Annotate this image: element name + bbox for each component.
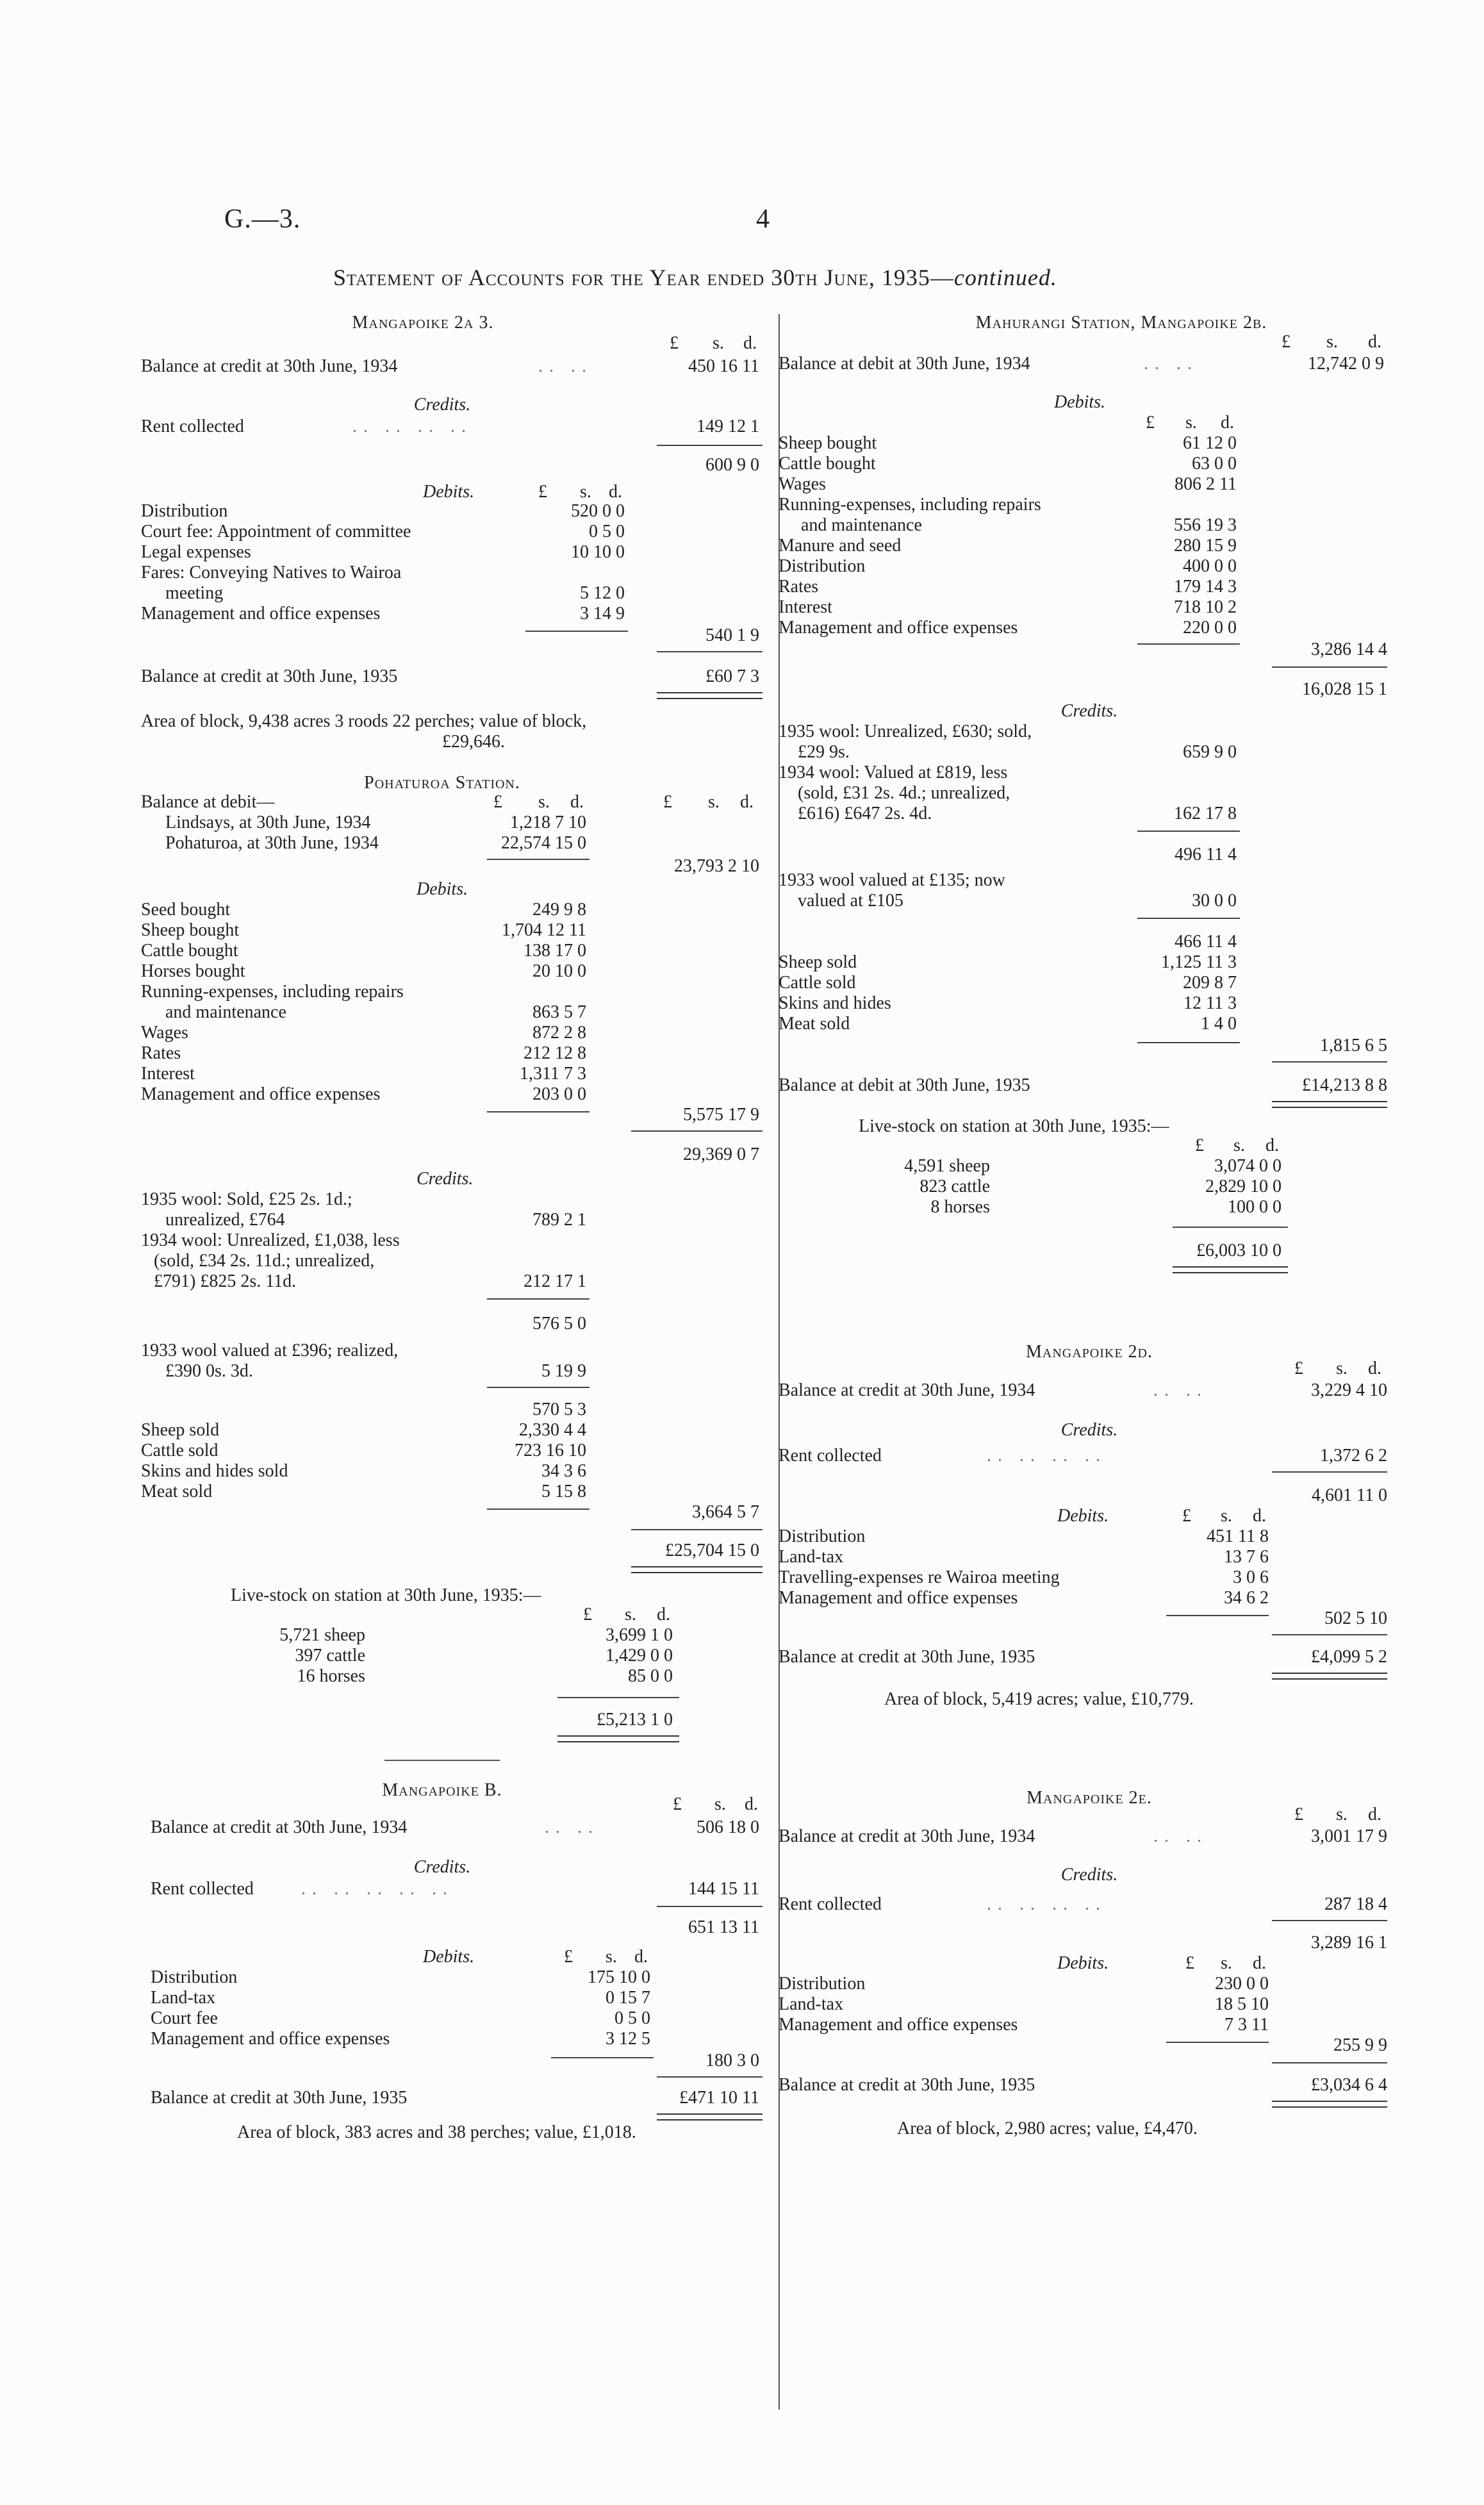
balance-open-value: 12,742 0 9 bbox=[1308, 354, 1384, 374]
debit-label: Wages bbox=[141, 1023, 188, 1043]
livestock-value: 85 0 0 bbox=[628, 1666, 673, 1686]
double-rule bbox=[1173, 1266, 1288, 1273]
section-heading: Mangapoike 2d. bbox=[1026, 1342, 1153, 1362]
debit-value: 249 9 8 bbox=[532, 900, 586, 920]
debit-value: 179 14 3 bbox=[1174, 577, 1237, 597]
col-shilling: s. bbox=[1336, 1359, 1348, 1378]
leader-dots: .. .. bbox=[1144, 354, 1198, 374]
debit-value: 1,704 12 11 bbox=[502, 920, 586, 940]
wool-1935-value: 659 9 0 bbox=[1183, 742, 1237, 762]
area-line: Area of block, 2,980 acres; value, £4,470. bbox=[897, 2119, 1198, 2138]
col-pound: £ bbox=[1282, 332, 1290, 352]
debit-label: Fares: Conveying Natives to Wairoa bbox=[141, 563, 402, 583]
debit-value: 34 6 2 bbox=[1224, 1588, 1269, 1608]
debit-label: Management and office expenses bbox=[779, 618, 1018, 638]
debits-total: 180 3 0 bbox=[705, 2051, 759, 2071]
debit-value: 451 11 8 bbox=[1207, 1526, 1269, 1546]
debit-value: 718 10 2 bbox=[1174, 597, 1237, 617]
col-shilling: s. bbox=[713, 333, 724, 353]
debits-total: 255 9 9 bbox=[1333, 2035, 1387, 2055]
debit-label: Interest bbox=[779, 597, 832, 617]
debits-heading: Debits. bbox=[416, 879, 468, 899]
debit-value: 10 10 0 bbox=[571, 542, 625, 562]
col-pound: £ bbox=[673, 1794, 682, 1814]
debits-total: 540 1 9 bbox=[705, 625, 759, 645]
debit-label: Management and office expenses bbox=[151, 2029, 390, 2049]
rule bbox=[1137, 643, 1240, 645]
double-rule bbox=[1272, 2101, 1387, 2108]
debit-value: 5 12 0 bbox=[580, 583, 625, 603]
section-heading: Mangapoike B. bbox=[382, 1780, 502, 1800]
debit-label: Running-expenses, including repairs bbox=[141, 982, 404, 1002]
title-continued: continued. bbox=[953, 265, 1057, 290]
livestock-label: 397 cattle bbox=[295, 1646, 365, 1666]
col-shilling: s. bbox=[708, 792, 720, 812]
rule bbox=[1272, 1471, 1387, 1473]
double-rule bbox=[657, 692, 763, 699]
wool-1934-line-2: (sold, £31 2s. 4d.; unrealized, bbox=[798, 783, 1010, 803]
balance-open-label: Balance at credit at 30th June, 1934 bbox=[151, 1817, 408, 1837]
debits-heading: Debits. bbox=[423, 1947, 475, 1967]
balance-close-label: Balance at credit at 30th June, 1935 bbox=[151, 2088, 408, 2108]
debit-value: 230 0 0 bbox=[1215, 1974, 1269, 1994]
credits-heading: Credits. bbox=[1060, 701, 1118, 721]
title-main: Statement of Accounts for the Year ended 30th June, 1935— bbox=[333, 265, 954, 290]
wool-1934-line-2: (sold, £34 2s. 11d.; unrealized, bbox=[154, 1251, 375, 1271]
debit-label: Management and office expenses bbox=[779, 1588, 1018, 1608]
wool-1934-line-1: 1934 wool: Valued at £819, less bbox=[779, 763, 1008, 782]
sale-value: 12 11 3 bbox=[1183, 993, 1237, 1013]
debit-label: Interest bbox=[141, 1064, 195, 1084]
col-pence: d. bbox=[740, 792, 754, 812]
wool-1935-value: 789 2 1 bbox=[532, 1210, 586, 1230]
col-shilling: s. bbox=[606, 1947, 617, 1967]
wool-1933-value: 5 19 9 bbox=[541, 1361, 586, 1381]
debit-label: Management and office expenses bbox=[141, 1084, 381, 1104]
debit-label: Land-tax bbox=[779, 1994, 844, 2014]
debit-label: Cattle bought bbox=[141, 941, 238, 961]
area-line-2: £29,646. bbox=[442, 732, 505, 752]
col-pound: £ bbox=[1185, 1953, 1194, 1973]
sale-label: Cattle sold bbox=[779, 973, 856, 993]
sale-label: Sheep sold bbox=[779, 952, 857, 972]
col-shilling: s. bbox=[1185, 413, 1197, 433]
col-shilling: s. bbox=[1221, 1506, 1232, 1526]
debits-total: 3,286 14 4 bbox=[1311, 640, 1387, 659]
col-pound: £ bbox=[1294, 1359, 1303, 1378]
sale-label: Meat sold bbox=[779, 1014, 850, 1034]
sale-value: 209 8 7 bbox=[1183, 973, 1237, 993]
debit-value: 400 0 0 bbox=[1183, 556, 1237, 576]
sale-value: 1,125 11 3 bbox=[1161, 952, 1237, 972]
livestock-value: 3,699 1 0 bbox=[606, 1625, 673, 1645]
debit-label: Sheep bought bbox=[141, 920, 240, 940]
col-pound: £ bbox=[493, 792, 502, 812]
debit-value: 863 5 7 bbox=[532, 1002, 586, 1022]
debit-value: 212 12 8 bbox=[524, 1043, 586, 1063]
leader-dots: .. .. bbox=[1153, 1380, 1208, 1400]
rule bbox=[487, 859, 589, 860]
balance-total: 23,793 2 10 bbox=[674, 856, 759, 876]
balance-open-value: 3,229 4 10 bbox=[1311, 1380, 1387, 1400]
balance-open-value: 506 18 0 bbox=[697, 1817, 759, 1837]
subtotal-1: 496 11 4 bbox=[1175, 845, 1237, 864]
credits-heading: Credits. bbox=[413, 395, 471, 415]
balance-close-value: £14,213 8 8 bbox=[1302, 1075, 1387, 1095]
livestock-total: £6,003 10 0 bbox=[1196, 1241, 1282, 1261]
double-rule bbox=[1272, 1101, 1387, 1108]
balance-close-value: £471 10 11 bbox=[679, 2088, 759, 2108]
rent-label: Rent collected bbox=[779, 1894, 882, 1914]
rule bbox=[1272, 1061, 1387, 1062]
leader-dots: .. .. bbox=[1153, 1826, 1208, 1846]
debit-label: Court fee bbox=[151, 2008, 218, 2028]
rule bbox=[487, 1509, 589, 1510]
col-pence: d. bbox=[1253, 1953, 1266, 1973]
grand-total: 16,028 15 1 bbox=[1302, 679, 1387, 699]
livestock-value: 100 0 0 bbox=[1228, 1197, 1282, 1217]
page-number: 4 bbox=[756, 204, 770, 234]
grand-total: 29,369 0 7 bbox=[683, 1145, 759, 1164]
rent-label: Rent collected bbox=[151, 1879, 254, 1899]
debit-value: 0 5 0 bbox=[589, 522, 625, 542]
livestock-value: 3,074 0 0 bbox=[1214, 1156, 1282, 1176]
rule bbox=[487, 1111, 589, 1112]
rule bbox=[1272, 1634, 1387, 1635]
debits-heading: Debits. bbox=[423, 482, 475, 502]
wool-1933-line-2: £390 0s. 3d. bbox=[165, 1361, 253, 1381]
col-pound: £ bbox=[1294, 1805, 1303, 1824]
credits-heading: Credits. bbox=[1060, 1420, 1118, 1440]
debit-value: 0 15 7 bbox=[606, 1988, 650, 2008]
debit-label: Horses bought bbox=[141, 961, 245, 981]
subtotal-value: 3,289 16 1 bbox=[1311, 1933, 1387, 1953]
sale-value: 1 4 0 bbox=[1201, 1014, 1237, 1034]
subtotal-2: 466 11 4 bbox=[1175, 932, 1237, 952]
section-separator bbox=[384, 1760, 500, 1761]
debit-label: Land-tax bbox=[779, 1547, 844, 1567]
sale-value: 2,330 4 4 bbox=[519, 1420, 586, 1440]
debit-label: Distribution bbox=[779, 556, 866, 576]
credits-heading: Credits. bbox=[416, 1169, 474, 1189]
col-shilling: s. bbox=[1336, 1805, 1348, 1824]
sale-label: Cattle sold bbox=[141, 1441, 218, 1460]
rule bbox=[1137, 1042, 1240, 1043]
col-pound: £ bbox=[1195, 1136, 1204, 1155]
page-code: G.—3. bbox=[224, 204, 301, 234]
sale-value: 34 3 6 bbox=[541, 1461, 586, 1481]
wool-1935-line-2: unrealized, £764 bbox=[165, 1210, 285, 1230]
debit-label: Distribution bbox=[151, 1967, 238, 1987]
pohaturoa-label: Pohaturoa, at 30th June, 1934 bbox=[165, 833, 379, 853]
debit-label: Land-tax bbox=[151, 1988, 216, 2008]
livestock-value: 2,829 10 0 bbox=[1205, 1177, 1282, 1196]
lindsays-label: Lindsays, at 30th June, 1934 bbox=[165, 813, 371, 832]
rule bbox=[1272, 1920, 1387, 1921]
subtotal-value: 4,601 11 0 bbox=[1312, 1485, 1387, 1505]
debits-heading: Debits. bbox=[1053, 392, 1106, 412]
wool-1934-line-3: £616) £647 2s. 4d. bbox=[798, 804, 932, 823]
balance-open-label: Balance at credit at 30th June, 1934 bbox=[779, 1380, 1035, 1400]
debit-value: 0 5 0 bbox=[614, 2008, 650, 2028]
subtotal-value: 651 13 11 bbox=[688, 1917, 759, 1937]
debits-total: 5,575 17 9 bbox=[683, 1105, 759, 1125]
credits-heading: Credits. bbox=[413, 1857, 471, 1877]
debit-label: Seed bought bbox=[141, 900, 231, 920]
balance-debit-label: Balance at debit— bbox=[141, 792, 275, 812]
rule bbox=[1137, 831, 1240, 832]
rule bbox=[1137, 918, 1240, 919]
sale-label: Sheep sold bbox=[141, 1420, 220, 1440]
area-line-1: Area of block, 9,438 acres 3 roods 22 perches; value of block, bbox=[141, 711, 587, 731]
leader-dots: .. .. bbox=[545, 1817, 599, 1837]
sale-value: 5 15 8 bbox=[541, 1482, 586, 1501]
area-line: Area of block, 5,419 acres; value, £10,779. bbox=[884, 1689, 1194, 1709]
col-pence: d. bbox=[1368, 1359, 1381, 1378]
col-shilling: s. bbox=[625, 1605, 636, 1625]
balance-close-value: £4,099 5 2 bbox=[1311, 1647, 1387, 1667]
balance-close-label: Balance at credit at 30th June, 1935 bbox=[779, 2075, 1035, 2095]
balance-open-label: Balance at credit at 30th June, 1934 bbox=[779, 1826, 1035, 1846]
rule bbox=[657, 651, 763, 652]
debit-label: and maintenance bbox=[801, 515, 922, 535]
debit-label: Cattle bought bbox=[779, 454, 876, 474]
rule bbox=[487, 1387, 589, 1388]
debit-label: Running-expenses, including repairs bbox=[779, 495, 1041, 515]
col-pound: £ bbox=[663, 792, 672, 812]
debit-value: 520 0 0 bbox=[571, 501, 625, 521]
col-pence: d. bbox=[1368, 1805, 1381, 1824]
rule bbox=[1272, 2062, 1387, 2063]
credits-heading: Credits. bbox=[1060, 1865, 1118, 1885]
col-shilling: s. bbox=[580, 482, 591, 502]
double-rule bbox=[1272, 1673, 1387, 1680]
col-pence: d. bbox=[609, 482, 622, 502]
debit-value: 220 0 0 bbox=[1183, 618, 1237, 638]
col-pound: £ bbox=[1146, 413, 1155, 433]
col-pence: d. bbox=[1266, 1136, 1279, 1155]
livestock-label: 8 horses bbox=[930, 1197, 990, 1217]
col-shilling: s. bbox=[1221, 1953, 1232, 1973]
subtotal-2: 570 5 3 bbox=[532, 1400, 586, 1419]
debits-total: 502 5 10 bbox=[1324, 1608, 1387, 1628]
col-shilling: s. bbox=[714, 1794, 726, 1814]
debit-value: 18 5 10 bbox=[1215, 1994, 1269, 2014]
wool-1933-line-2: valued at £105 bbox=[798, 891, 903, 911]
pohaturoa-value: 22,574 15 0 bbox=[501, 833, 586, 853]
rule bbox=[487, 1298, 589, 1300]
debit-label: meeting bbox=[165, 583, 224, 603]
leader-dots: .. .. .. .. bbox=[987, 1894, 1107, 1914]
debit-value: 3 0 6 bbox=[1233, 1567, 1269, 1587]
livestock-label: 16 horses bbox=[297, 1666, 365, 1686]
leader-dots: .. .. .. .. bbox=[987, 1446, 1107, 1466]
balance-close-label: Balance at credit at 30th June, 1935 bbox=[779, 1647, 1035, 1667]
subtotal-1: 576 5 0 bbox=[532, 1314, 586, 1334]
livestock-value: 1,429 0 0 bbox=[606, 1646, 673, 1666]
col-pound: £ bbox=[538, 482, 547, 502]
debit-label: Court fee: Appointment of committee bbox=[141, 522, 411, 542]
lindsays-value: 1,218 7 10 bbox=[510, 813, 586, 832]
credits-total: 1,815 6 5 bbox=[1320, 1036, 1387, 1055]
wool-1934-value: 212 17 1 bbox=[524, 1271, 586, 1291]
credits-total: 3,664 5 7 bbox=[692, 1502, 759, 1522]
balance-close-value: £60 7 3 bbox=[705, 666, 759, 686]
debit-value: 872 2 8 bbox=[532, 1023, 586, 1043]
rule bbox=[657, 1906, 763, 1907]
debit-value: 1,311 7 3 bbox=[520, 1064, 586, 1084]
col-pence: d. bbox=[743, 333, 757, 353]
col-pence: d. bbox=[570, 792, 584, 812]
livestock-label: 4,591 sheep bbox=[904, 1156, 990, 1176]
debit-label: Management and office expenses bbox=[779, 2015, 1018, 2035]
livestock-label: 5,721 sheep bbox=[279, 1625, 365, 1645]
sale-label: Meat sold bbox=[141, 1482, 213, 1501]
debit-label: Sheep bought bbox=[779, 433, 877, 453]
leader-dots: .. .. .. .. bbox=[352, 417, 472, 436]
livestock-heading: Live-stock on station at 30th June, 1935:— bbox=[231, 1585, 541, 1605]
rule bbox=[1272, 666, 1387, 668]
debit-label: Legal expenses bbox=[141, 542, 251, 562]
rent-value: 1,372 6 2 bbox=[1320, 1446, 1387, 1466]
rule bbox=[557, 1697, 679, 1698]
debit-label: Travelling-expenses re Wairoa meeting bbox=[779, 1567, 1060, 1587]
col-pence: d. bbox=[1253, 1506, 1266, 1526]
debit-label: Wages bbox=[779, 474, 826, 494]
wool-1934-line-1: 1934 wool: Unrealized, £1,038, less bbox=[141, 1230, 400, 1250]
debit-label: Distribution bbox=[141, 501, 228, 521]
debit-value: 13 7 6 bbox=[1224, 1547, 1269, 1567]
debits-heading: Debits. bbox=[1057, 1953, 1109, 1973]
livestock-label: 823 cattle bbox=[919, 1177, 990, 1196]
debit-label: Management and office expenses bbox=[141, 604, 381, 624]
area-line: Area of block, 383 acres and 38 perches; value, £1,018. bbox=[237, 2122, 636, 2142]
debit-label: Rates bbox=[141, 1043, 181, 1063]
balance-open-label: Balance at credit at 30th June, 1934 bbox=[141, 356, 398, 376]
balance-open-value: 3,001 17 9 bbox=[1311, 1826, 1387, 1846]
debit-value: 20 10 0 bbox=[532, 961, 586, 981]
section-heading: Pohaturoa Station. bbox=[364, 773, 520, 793]
debit-value: 203 0 0 bbox=[532, 1084, 586, 1104]
rule bbox=[657, 445, 763, 446]
rule bbox=[631, 1130, 763, 1132]
col-pence: d. bbox=[657, 1605, 670, 1625]
sale-value: 723 16 10 bbox=[515, 1441, 586, 1460]
balance-value: £25,704 15 0 bbox=[665, 1541, 759, 1560]
wool-1934-line-3: £791) £825 2s. 11d. bbox=[154, 1271, 297, 1291]
debit-value: 280 15 9 bbox=[1174, 536, 1237, 556]
col-shilling: s. bbox=[1326, 332, 1338, 352]
double-rule bbox=[631, 1566, 763, 1573]
double-rule bbox=[557, 1735, 679, 1742]
leader-dots: .. .. bbox=[538, 356, 593, 376]
col-pound: £ bbox=[564, 1947, 573, 1967]
balance-close-label: Balance at credit at 30th June, 1935 bbox=[141, 666, 398, 686]
debit-label: Rates bbox=[779, 577, 819, 597]
debit-value: 61 12 0 bbox=[1183, 433, 1237, 453]
debit-label: Manure and seed bbox=[779, 536, 902, 556]
rent-label: Rent collected bbox=[779, 1446, 882, 1466]
sale-label: Skins and hides sold bbox=[141, 1461, 288, 1481]
section-heading: Mangapoike 2e. bbox=[1026, 1788, 1152, 1808]
debit-value: 3 14 9 bbox=[580, 604, 625, 624]
col-pound: £ bbox=[670, 333, 679, 353]
wool-1935-line-1: 1935 wool: Sold, £25 2s. 1d.; bbox=[141, 1189, 352, 1209]
debit-label: Distribution bbox=[779, 1974, 866, 1994]
rule bbox=[525, 631, 628, 632]
debit-value: 7 3 11 bbox=[1224, 2015, 1269, 2035]
rent-value: 144 15 11 bbox=[688, 1879, 759, 1899]
col-shilling: s. bbox=[538, 792, 550, 812]
wool-1933-line-1: 1933 wool valued at £396; realized, bbox=[141, 1341, 399, 1360]
wool-1933-line-1: 1933 wool valued at £135; now bbox=[779, 870, 1005, 890]
balance-open-label: Balance at debit at 30th June, 1934 bbox=[779, 354, 1030, 374]
section-heading: Mangapoike 2a 3. bbox=[352, 313, 494, 333]
wool-1935-line-2: £29 9s. bbox=[798, 742, 850, 762]
subtotal-value: 600 9 0 bbox=[705, 455, 759, 475]
sale-label: Skins and hides bbox=[779, 993, 891, 1013]
livestock-heading: Live-stock on station at 30th June, 1935:— bbox=[859, 1116, 1169, 1136]
debit-label: Distribution bbox=[779, 1526, 866, 1546]
debit-value: 63 0 0 bbox=[1192, 454, 1237, 474]
debit-value: 3 12 5 bbox=[606, 2029, 650, 2049]
rent-value: 287 18 4 bbox=[1324, 1894, 1387, 1914]
debit-label: and maintenance bbox=[165, 1002, 286, 1022]
rule bbox=[657, 2076, 763, 2078]
double-rule bbox=[657, 2113, 763, 2121]
debit-value: 138 17 0 bbox=[524, 941, 586, 961]
leader-dots: .. .. .. .. .. bbox=[301, 1879, 454, 1899]
debit-value: 175 10 0 bbox=[588, 1967, 650, 1987]
balance-close-label: Balance at debit at 30th June, 1935 bbox=[779, 1075, 1030, 1095]
col-pence: d. bbox=[1221, 413, 1234, 433]
balance-close-value: £3,034 6 4 bbox=[1311, 2075, 1387, 2095]
debit-value: 806 2 11 bbox=[1175, 474, 1237, 494]
page-title bbox=[333, 264, 1057, 291]
debits-heading: Debits. bbox=[1057, 1506, 1109, 1526]
wool-1935-line-1: 1935 wool: Unrealized, £630; sold, bbox=[779, 722, 1032, 741]
section-heading: Mahurangi Station, Mangapoike 2b. bbox=[975, 313, 1267, 333]
col-shilling: s. bbox=[1233, 1136, 1245, 1155]
rule bbox=[631, 1529, 763, 1530]
col-pound: £ bbox=[1182, 1506, 1191, 1526]
col-pence: d. bbox=[634, 1947, 648, 1967]
livestock-total: £5,213 1 0 bbox=[597, 1710, 673, 1730]
debit-value: 556 19 3 bbox=[1174, 515, 1237, 535]
rent-value: 149 12 1 bbox=[697, 417, 759, 436]
wool-1934-value: 162 17 8 bbox=[1174, 804, 1237, 823]
balance-open-value: 450 16 11 bbox=[688, 356, 759, 376]
rent-label: Rent collected bbox=[141, 417, 244, 436]
col-pence: d. bbox=[1368, 332, 1381, 352]
col-pence: d. bbox=[745, 1794, 758, 1814]
rule bbox=[1173, 1227, 1288, 1228]
wool-1933-value: 30 0 0 bbox=[1192, 891, 1237, 911]
col-pound: £ bbox=[583, 1605, 592, 1625]
